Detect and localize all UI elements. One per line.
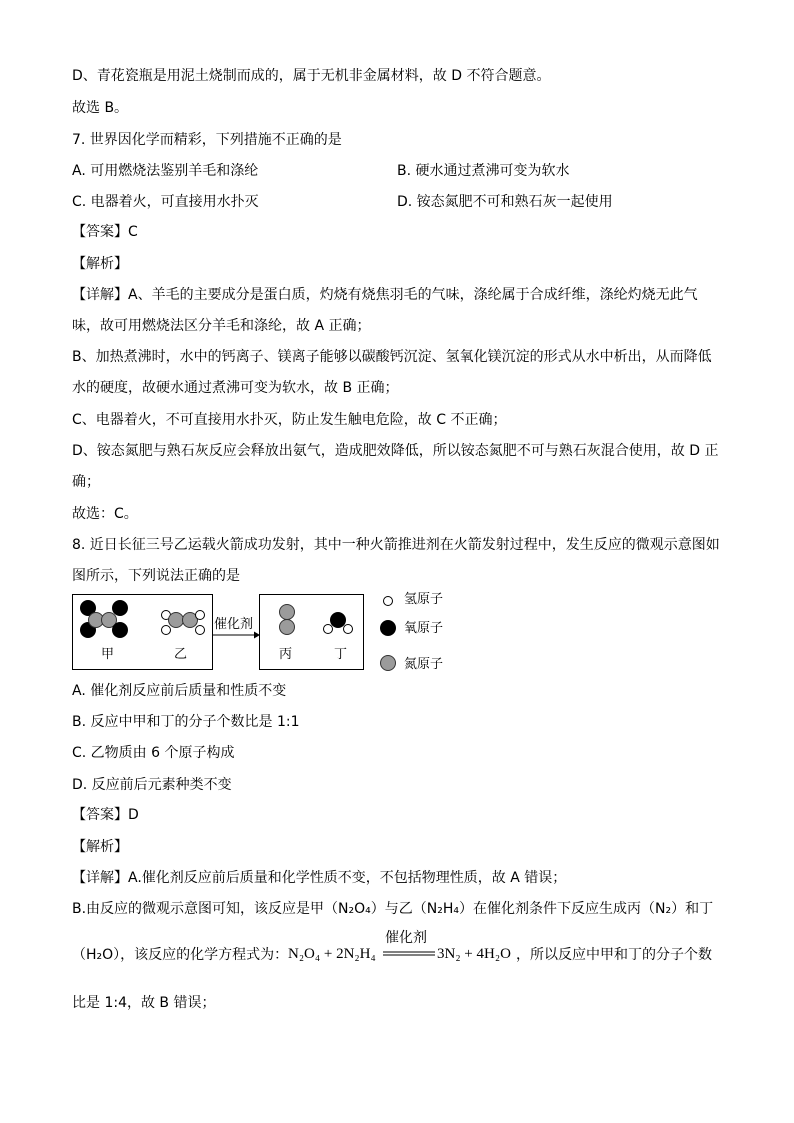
legend-oxygen-label: 氧原子 (404, 621, 444, 636)
question-8-stem: 8. 近日长征三号乙运载火箭成功发射，其中一种火箭推进剂在火箭发射过程中，发生反应的微观示意图如 (72, 537, 720, 553)
q7-option-d: D. 铵态氮肥不可和熟石灰一起使用 (397, 194, 613, 210)
q8-analysis-heading: 【解析】 (72, 839, 128, 855)
text-line: B.由反应的微观示意图可知，该反应是甲（N₂O₄）与乙（N₂H₄）在催化剂条件下反应生成丙（N₂）和丁 (72, 901, 714, 917)
catalyst-label: 催化剂 (214, 617, 254, 632)
text-line: 故选 B。 (72, 100, 129, 116)
text-line: D、铵态氮肥与熟石灰反应会释放出氨气，造成肥效降低，所以铵态氮肥不可与熟石灰混合使用，故 D 正 (72, 443, 719, 459)
text-line: D、青花瓷瓶是用泥土烧制而成的，属于无机非金属材料，故 D 不符合题意。 (72, 68, 551, 84)
text-line: ，所以反应中甲和丁的分子个数 (516, 947, 712, 963)
equation-intro: （H₂O），该反应的化学方程式为： (72, 947, 289, 963)
q7-answer: 【答案】C (72, 224, 138, 240)
q7-option-c: C. 电器着火，可直接用水扑灭 (72, 194, 259, 210)
q7-option-b: B. 硬水通过煮沸可变为软水 (397, 163, 570, 179)
hydrogen-atom (323, 624, 333, 634)
legend-hydrogen-icon (383, 596, 393, 606)
text-line: C、电器着火，不可直接用水扑灭，防止发生触电危险，故 C 不正确； (72, 412, 507, 428)
q8-option-c: C. 乙物质由 6 个原子构成 (72, 745, 235, 761)
text-line: 确； (72, 474, 100, 490)
hydrogen-atom (161, 625, 171, 635)
equation-left: N₂O₄ + 2N₂H₄ (288, 946, 376, 962)
q7-selection: 故选：C。 (72, 506, 138, 522)
label-jia: 甲 (101, 647, 115, 662)
legend-nitrogen-label: 氮原子 (404, 657, 444, 672)
oxygen-atom (112, 600, 128, 616)
text-line: 【详解】A、羊毛的主要成分是蛋白质，灼烧有烧焦羽毛的气味，涤纶属于合成纤维，涤纶灼烧无此气 (72, 287, 698, 303)
nitrogen-atom (279, 619, 295, 635)
nitrogen-atom (279, 604, 295, 620)
oxygen-atom (112, 622, 128, 638)
q8-option-a: A. 催化剂反应前后质量和性质不变 (72, 683, 287, 699)
q8-option-b: B. 反应中甲和丁的分子个数比是 1:1 (72, 714, 300, 730)
text-line: 味，故可用燃烧法区分羊毛和涤纶，故 A 正确； (72, 318, 371, 334)
q7-option-a: A. 可用燃烧法鉴别羊毛和涤纶 (72, 163, 259, 179)
text-line: 水的硬度，故硬水通过煮沸可变为软水，故 B 正确； (72, 380, 399, 396)
question-7-stem: 7. 世界因化学而精彩，下列措施不正确的是 (72, 132, 342, 148)
legend-oxygen-icon (380, 620, 396, 636)
equation-right: 3N₂ + 4H₂O (437, 946, 511, 962)
q8-answer: 【答案】D (72, 807, 139, 823)
equation-condition: 催化剂 (385, 930, 427, 946)
text-line: 比是 1:4，故 B 错误； (72, 995, 216, 1011)
text-line: 【详解】A.催化剂反应前后质量和化学性质不变，不包括物理性质，故 A 错误； (72, 870, 567, 886)
hydrogen-atom (343, 624, 353, 634)
label-yi: 乙 (174, 647, 188, 662)
reaction-arrow-icon (211, 630, 261, 640)
question-8-stem-cont: 图所示，下列说法正确的是 (72, 568, 240, 584)
label-bing: 丙 (279, 647, 293, 662)
q8-option-d: D. 反应前后元素种类不变 (72, 777, 232, 793)
hydrogen-atom (195, 610, 205, 620)
q7-analysis-heading: 【解析】 (72, 256, 128, 272)
equals-sign-icon (383, 950, 435, 958)
label-ding: 丁 (334, 647, 348, 662)
legend-hydrogen-label: 氢原子 (404, 592, 444, 607)
legend-nitrogen-icon (380, 655, 396, 671)
hydrogen-atom (195, 625, 205, 635)
text-line: B、加热煮沸时，水中的钙离子、镁离子能够以碳酸钙沉淀、氢氧化镁沉淀的形式从水中析出，从而降低 (72, 349, 712, 365)
